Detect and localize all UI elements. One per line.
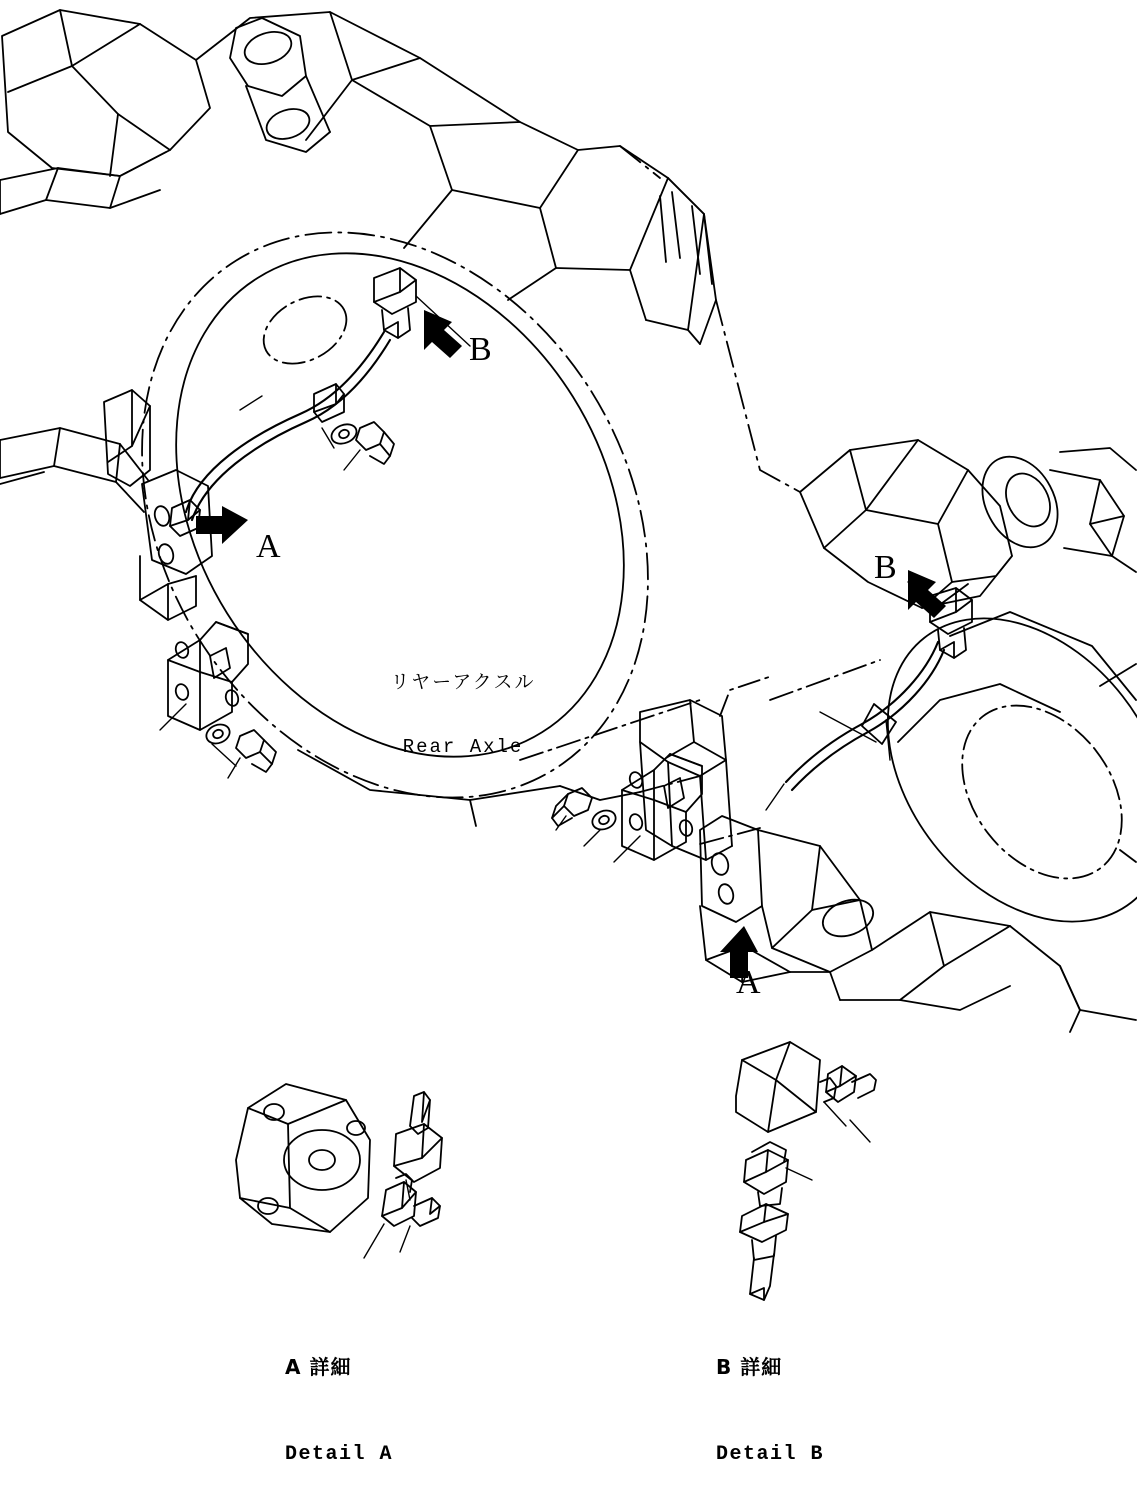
diagram-title — [363, 628, 563, 803]
callout-b-top-letter: B — [469, 331, 492, 368]
arrow-a-left — [196, 506, 248, 544]
callout-a-left — [256, 527, 281, 566]
callout-b-right — [874, 548, 897, 587]
diagram-title-en: Rear Axle — [402, 736, 524, 759]
detail-b-label — [716, 1295, 824, 1491]
callout-a-bottom-letter: A — [736, 964, 761, 1001]
callout-a-left-letter: A — [256, 528, 281, 565]
callout-a-bottom — [736, 963, 761, 1002]
bolt-head-1 — [356, 422, 384, 450]
washer-1 — [329, 421, 360, 447]
arrow-b-right — [908, 570, 946, 618]
detail-b-label-jp: B 詳細 — [716, 1355, 783, 1379]
harness-left — [186, 332, 390, 520]
callout-b-top — [469, 330, 492, 369]
diagram-title-jp: リヤーアクスル — [390, 670, 536, 693]
sensor-block-center — [622, 754, 702, 860]
connector-b-left — [374, 268, 416, 314]
bolt-head-2 — [236, 730, 264, 758]
sensor-block-left — [168, 622, 248, 730]
axle-housing-outline — [0, 10, 1137, 1300]
washer-3 — [590, 807, 619, 833]
detail-a-drawing — [236, 1084, 442, 1258]
detail-a-label — [285, 1295, 393, 1491]
callout-b-right-letter: B — [874, 549, 897, 586]
detail-b-drawing — [736, 1042, 876, 1300]
harness-right — [786, 642, 944, 790]
detail-a-label-jp: A 詳細 — [285, 1355, 352, 1379]
detail-a-label-en: Detail A — [285, 1443, 394, 1466]
detail-b-label-en: Detail B — [716, 1443, 825, 1466]
